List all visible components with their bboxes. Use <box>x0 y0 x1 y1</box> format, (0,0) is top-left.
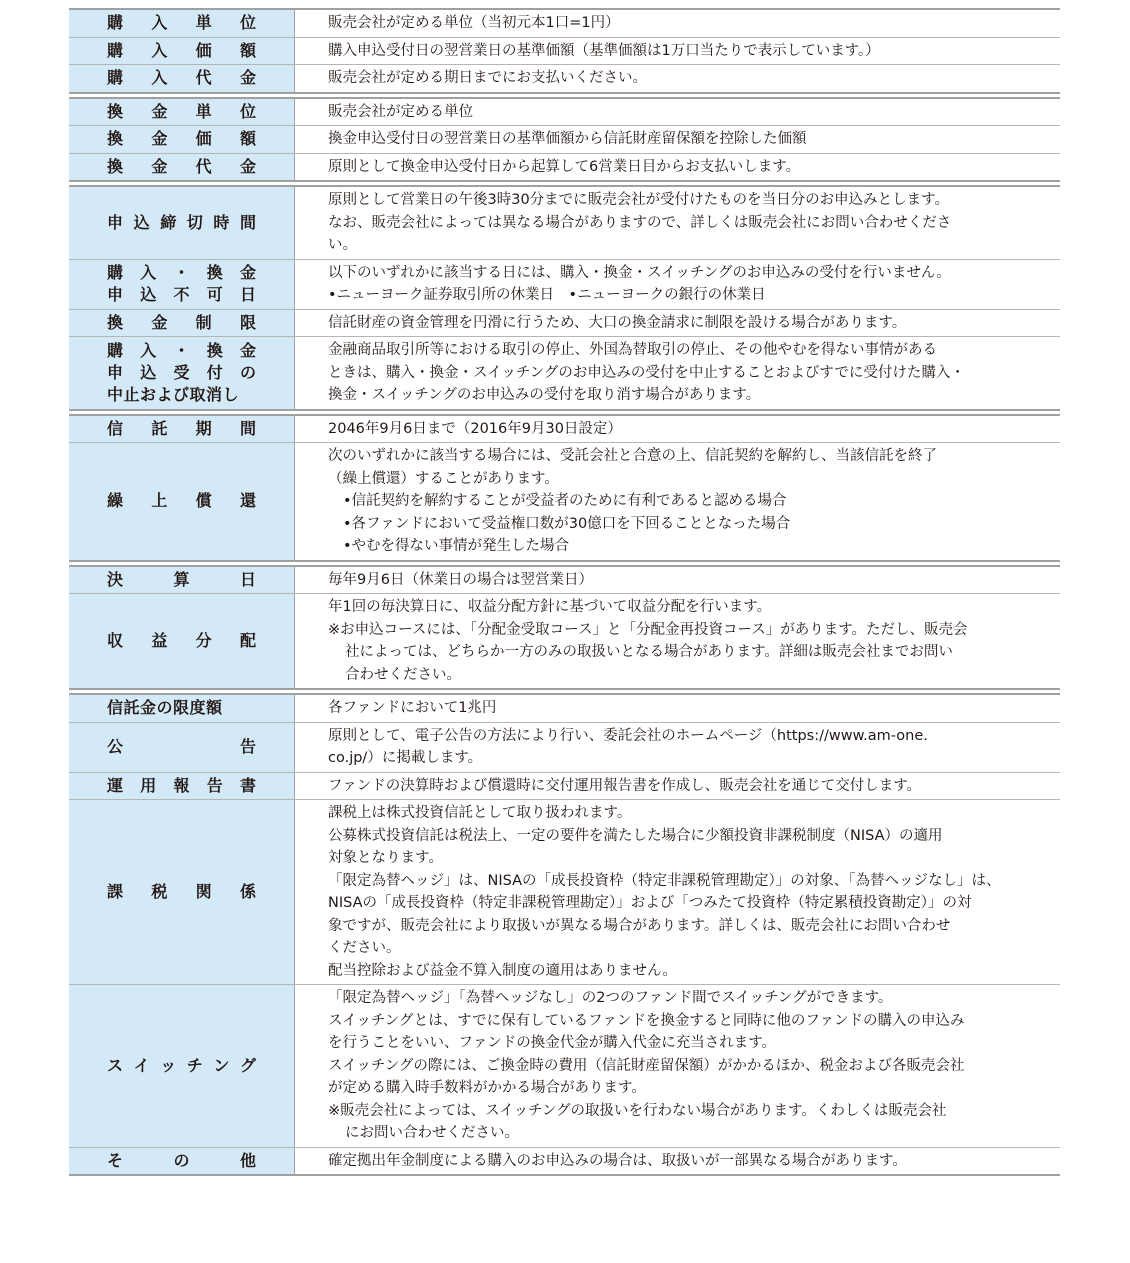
row-label-line: 購 入 単 位 <box>107 13 256 33</box>
row-label-line: 信 託 期 間 <box>107 418 256 438</box>
table-row <box>69 259 1060 309</box>
row-value-line: 対象となります。 <box>328 850 443 866</box>
row-label-line: 中止および取消し <box>107 384 240 404</box>
row-label-line: 購 入 ・ 換 金 <box>107 340 256 360</box>
row-value <box>295 985 1060 1147</box>
row-label <box>69 567 295 594</box>
row-value-line: 2046年9月6日まで（2016年9月30日設定） <box>328 420 622 437</box>
row-value-line: ファンドの決算時および償還時に交付運用報告書を作成し、販売会社を通じて交付します。 <box>328 777 922 794</box>
row-value-line: 原則として換金申込受付日から起算して6営業日目からお支払いします。 <box>328 158 801 175</box>
row-value-line: 配当控除および益金不算入制度の適用はありません。 <box>328 962 677 979</box>
row-value <box>295 800 1060 984</box>
row-value <box>295 38 1060 65</box>
row-value-line: •やむを得ない事情が発生した場合 <box>343 538 570 554</box>
row-value-line: 確定拠出年金制度による購入のお申込みの場合は、取扱いが一部異なる場合があります。 <box>328 1152 907 1169</box>
row-value <box>295 416 1060 443</box>
row-value-line: 象ですが、販売会社により取扱いが異なる場合があります。詳しくは、販売会社にお問い合わせ <box>328 917 951 934</box>
row-value-line: 金融商品取引所等における取引の停止、外国為替取引の停止、その他やむを得ない事情がある <box>328 342 937 358</box>
row-label-line: 購 入 ・ 換 金 <box>107 263 256 282</box>
row-value-line: 原則として営業日の午後3時30分までに販売会社が受付けたものを当日分のお申込みとします。 <box>328 192 950 208</box>
row-label <box>69 985 295 1147</box>
row-label <box>69 154 295 181</box>
row-label <box>69 416 295 443</box>
row-label-line: 申 込 不 可 日 <box>107 285 256 304</box>
row-value-line: 販売会社が定める単位 <box>328 103 473 120</box>
row-value <box>295 723 1060 772</box>
table-row <box>69 309 1060 337</box>
row-value-line: •各ファンドにおいて受益権口数が30億口を下回ることとなった場合 <box>343 515 791 532</box>
row-label-line: 換 金 制 限 <box>107 312 256 332</box>
row-value <box>295 443 1060 560</box>
table-row <box>69 799 1060 984</box>
table-row <box>69 37 1060 65</box>
table-row <box>69 984 1060 1147</box>
row-label-line: 決 算 日 <box>107 569 256 589</box>
row-label <box>69 187 295 259</box>
row-value-line: NISAの「成長投資枠（特定非課税管理勘定）」および「つみたて投資枠（特定累積投資勘定）」の対 <box>328 895 972 911</box>
row-label <box>69 594 295 688</box>
row-value-line: を行うことをいい、ファンドの換金代金が購入代金に充当されます。 <box>328 1035 777 1051</box>
row-label-line: そ の 他 <box>107 1150 256 1170</box>
row-label-line: 申 込 受 付 の <box>107 362 256 382</box>
row-value-line: 公募株式投資信託は税法上、一定の要件を満たした場合に少額投資非課税制度（NISA）の適用 <box>328 827 943 844</box>
row-value <box>295 594 1060 688</box>
table-section <box>69 693 1060 1176</box>
row-label-line: 申 込 締 切 時 間 <box>107 212 256 232</box>
row-value <box>295 337 1060 409</box>
row-value <box>295 187 1060 259</box>
table-row <box>69 1147 1060 1175</box>
table-row <box>69 695 1060 722</box>
row-value <box>295 99 1060 126</box>
table-section <box>69 414 1060 562</box>
row-label <box>69 337 295 409</box>
row-label <box>69 260 295 309</box>
row-label <box>69 99 295 126</box>
row-value-line: 「限定為替ヘッジ」は、NISAの「成長投資枠（特定非課税管理勘定）」の対象、「為替ヘッジなし」は、 <box>328 872 1001 889</box>
row-value-line: ※お申込コースには、「分配金受取コース」と「分配金再投資コース」があります。ただし、販売会 <box>328 621 968 638</box>
row-value-line: スイッチングとは、すでに保有しているファンドを換金すると同時に他のファンドの購入の申込み <box>328 1012 965 1029</box>
table-row <box>69 593 1060 688</box>
row-value <box>295 773 1060 800</box>
row-label <box>69 1148 295 1175</box>
table-section <box>69 565 1060 691</box>
row-label <box>69 773 295 800</box>
row-value-line: 購入申込受付日の翌営業日の基準価額（基準価額は1万口当たりで表示しています。） <box>328 42 880 59</box>
row-value-line: •ニューヨーク証券取引所の休業日 •ニューヨークの銀行の休業日 <box>328 287 766 303</box>
row-value-line: 毎年9月6日（休業日の場合は翌営業日） <box>328 571 593 588</box>
table-row <box>69 10 1060 37</box>
row-value <box>295 154 1060 181</box>
table-row <box>69 416 1060 443</box>
table-row <box>69 772 1060 800</box>
row-value-line: 以下のいずれかに該当する日には、購入・換金・スイッチングのお申込みの受付を行いません。 <box>328 264 951 281</box>
table-row <box>69 64 1060 92</box>
table-row <box>69 722 1060 772</box>
row-value <box>295 695 1060 722</box>
row-value-line: なお、販売会社によっては異なる場合がありますので、詳しくは販売会社にお問い合わせくださ <box>328 214 952 231</box>
row-label <box>69 443 295 560</box>
row-value-line: （繰上償還）することがあります。 <box>328 470 559 487</box>
row-value-line: co.jp/）に掲載します。 <box>328 750 483 766</box>
row-label <box>69 65 295 92</box>
row-label <box>69 310 295 337</box>
row-value-line: ときは、購入・換金・スイッチングのお申込みの受付を中止することおよびすでに受付けた購入・ <box>328 364 965 381</box>
row-value-line: ください。 <box>328 940 401 956</box>
row-label <box>69 10 295 37</box>
table-section <box>69 185 1060 411</box>
row-value <box>295 260 1060 309</box>
row-label-line: 購 入 価 額 <box>107 40 256 60</box>
row-label-line: 換 金 価 額 <box>107 129 256 149</box>
row-value-line: 販売会社が定める単位（当初元本1口=1円） <box>328 15 620 31</box>
row-value-line: 原則として、電子公告の方法により行い、委託会社のホームページ（https://www.am-one. <box>328 727 928 744</box>
row-label-line: 繰 上 償 還 <box>107 491 256 511</box>
row-value-line: にお問い合わせください。 <box>345 1125 519 1141</box>
row-label-line: 運 用 報 告 書 <box>107 775 256 795</box>
row-label <box>69 723 295 772</box>
row-label <box>69 695 295 722</box>
table-section <box>69 8 1060 94</box>
row-value-line: 次のいずれかに該当する場合には、受託会社と合意の上、信託契約を解約し、当該信託を終了 <box>328 448 937 464</box>
row-label-line: ス イ ッ チ ン グ <box>107 1055 256 1075</box>
table-row <box>69 99 1060 126</box>
row-value <box>295 10 1060 37</box>
row-label-line: 換 金 単 位 <box>107 101 256 121</box>
table-row <box>69 567 1060 594</box>
row-value <box>295 1148 1060 1175</box>
fund-terms-table <box>69 8 1060 1176</box>
row-label-line: 公 告 <box>107 737 256 756</box>
row-label <box>69 38 295 65</box>
row-value <box>295 310 1060 337</box>
table-row <box>69 125 1060 153</box>
row-label-line: 収 益 分 配 <box>107 631 256 650</box>
table-section <box>69 97 1060 183</box>
row-value-line: が定める購入時手数料がかかる場合があります。 <box>328 1080 646 1096</box>
row-value-line: 合わせください。 <box>345 666 461 683</box>
row-value-line: 社によっては、どちらか一方のみの取扱いとなる場合があります。詳細は販売会社までお問い <box>345 644 953 660</box>
row-label <box>69 800 295 984</box>
row-value-line: スイッチングの際には、ご換金時の費用（信託財産留保額）がかかるほか、税金および各販売会社 <box>328 1057 965 1074</box>
row-value <box>295 65 1060 92</box>
row-label-line: 信託金の限度額 <box>107 698 223 718</box>
row-label-line: 換 金 代 金 <box>107 156 256 176</box>
row-value-line: •信託契約を解約することが受益者のために有利であると認める場合 <box>343 493 787 509</box>
row-value-line: ※販売会社によっては、スイッチングの取扱いを行わない場合があります。くわしくは販売会社 <box>328 1102 947 1119</box>
table-row <box>69 336 1060 409</box>
row-value-line: 信託財産の資金管理を円滑に行うため、大口の換金請求に制限を設ける場合があります。 <box>328 314 907 331</box>
row-value <box>295 567 1060 594</box>
row-label <box>69 126 295 153</box>
table-row <box>69 153 1060 181</box>
row-value-line: 「限定為替ヘッジ」「為替ヘッジなし」の2つのファンド間でスイッチングができます。 <box>328 990 893 1006</box>
row-value-line: 各ファンドにおいて1兆円 <box>328 700 497 716</box>
row-value-line: 課税上は株式投資信託として取り扱われます。 <box>328 805 632 821</box>
table-row <box>69 187 1060 259</box>
row-label-line: 購 入 代 金 <box>107 68 256 88</box>
row-value-line: 年1回の毎決算日に、収益分配方針に基づいて収益分配を行います。 <box>328 599 772 615</box>
row-value-line: 販売会社が定める期日までにお支払いください。 <box>328 70 647 86</box>
row-value <box>295 126 1060 153</box>
row-value-line: 換金申込受付日の翌営業日の基準価額から信託財産留保額を控除した価額 <box>328 131 807 147</box>
row-label-line: 課 税 関 係 <box>107 882 256 901</box>
row-value-line: 換金・スイッチングのお申込みの受付を取り消す場合があります。 <box>328 387 761 403</box>
row-value-line: い。 <box>328 237 357 253</box>
table-row <box>69 442 1060 560</box>
